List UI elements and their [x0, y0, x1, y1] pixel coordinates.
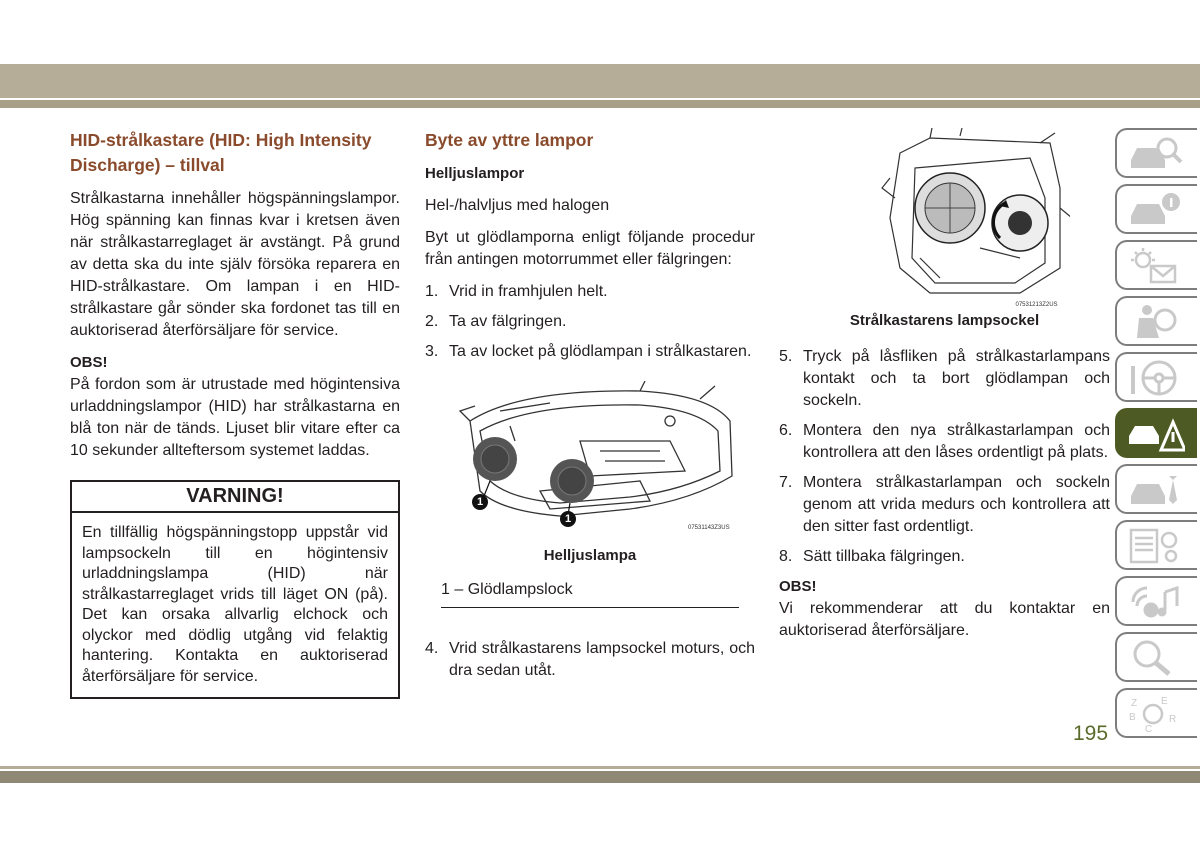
search-index-icon	[1125, 638, 1185, 678]
step-text: Ta av fälgringen.	[449, 313, 567, 330]
specs-gears-icon	[1125, 526, 1185, 566]
obs-label: OBS!	[779, 578, 817, 595]
car-service-tools-icon	[1125, 470, 1185, 510]
column-hid-headlamps	[70, 128, 400, 699]
obs-text: Vi rekommenderar att du kontaktar en auktoriserad återförsäljare.	[779, 600, 1110, 639]
tab-service[interactable]	[1115, 464, 1197, 514]
tab-warning-lights[interactable]	[1115, 240, 1197, 290]
step-number: 8.	[779, 548, 793, 565]
tab-index[interactable]	[1115, 688, 1197, 738]
step-item	[779, 420, 1110, 464]
airbag-person-icon	[1125, 302, 1185, 342]
warning-lights-message-icon	[1125, 246, 1185, 286]
step-number: 6.	[779, 422, 793, 439]
steps-list-2	[425, 638, 755, 682]
step-number: 3.	[425, 343, 439, 360]
figure-code: 07531143Z3US	[688, 525, 730, 531]
tab-search[interactable]	[1115, 632, 1197, 682]
step-text: Tryck på låsfliken på strålkastarlampans kontakt och ta bort glödlampan och sockeln.	[803, 348, 1110, 409]
svg-text:B: B	[1129, 712, 1136, 723]
warning-text: En tillfällig högspänningstopp uppstår vid lampsockeln till en högintensiv urladdningslampa (HID) när strålkastarreglaget vrids till läget ON (på). Det kan orsaka allvarlig elchock och olyckor med dödlig utgång vid felaktig hantering. Kontakta en auktoriserad återförsäljare för service.	[82, 524, 388, 685]
halogen-line: Hel-/halvljus med halogen	[425, 197, 610, 214]
step-item	[425, 281, 755, 303]
page-number: 195	[1073, 722, 1109, 745]
step-item	[425, 638, 755, 682]
tab-breakdown-active[interactable]	[1115, 408, 1197, 458]
step-text: Sätt tillbaka fälgringen.	[803, 548, 965, 565]
step-number: 1.	[425, 283, 439, 300]
car-breakdown-warning-icon	[1125, 414, 1185, 454]
callout-marker: 1	[560, 511, 576, 527]
section-title-exterior-bulbs: Byte av yttre lampor	[425, 130, 594, 150]
section-title-hid: HID-strålkastare (HID: High Intensity Discharge) – tillval	[70, 130, 372, 175]
step-text: Vrid strålkastarens lampsockel moturs, och dra sedan utåt.	[449, 640, 755, 679]
column-lamp-socket	[779, 128, 1110, 652]
steering-wheel-icon	[1125, 358, 1185, 398]
tab-specs[interactable]	[1115, 520, 1197, 570]
svg-text:C: C	[1145, 724, 1153, 734]
lamp-socket-illustration	[820, 128, 1070, 308]
step-item	[779, 546, 1110, 568]
figure-caption: Strålkastarens lampsockel	[849, 312, 1040, 329]
svg-text:R: R	[1169, 714, 1177, 725]
alphabetical-index-icon	[1125, 694, 1185, 734]
tab-car-info[interactable]	[1115, 184, 1197, 234]
callout-marker: 1	[472, 494, 488, 510]
steps-list-3	[779, 346, 1110, 568]
step-number: 4.	[425, 640, 439, 657]
multimedia-music-icon	[1125, 582, 1185, 622]
tab-car-magnifier[interactable]	[1115, 128, 1197, 178]
car-magnifier-icon	[1125, 134, 1185, 174]
tab-airbag[interactable]	[1115, 296, 1197, 346]
obs-text: På fordon som är utrustade med högintensiva urladdningslampor (HID) har strålkastarna en blå ton när de tänds. Ljuset blir vitare efter ca 10 sekunder allteftersom systemet laddas.	[70, 376, 400, 459]
step-item	[425, 311, 755, 333]
warning-box	[70, 480, 400, 699]
header-band	[0, 64, 1200, 98]
svg-text:Z: Z	[1131, 698, 1138, 709]
obs-label: OBS!	[70, 354, 108, 371]
steps-list-1	[425, 281, 755, 363]
subtitle-high-beam: Helljuslampor	[425, 165, 525, 182]
step-item	[779, 346, 1110, 412]
step-number: 7.	[779, 474, 793, 491]
warning-title: VARNING!	[72, 482, 398, 513]
figure-code: 07531213Z2US	[1015, 302, 1058, 308]
figure-lamp-socket	[820, 128, 1070, 308]
header-band-line	[0, 100, 1200, 108]
step-text: Vrid in framhjulen helt.	[449, 283, 608, 300]
tab-steering[interactable]	[1115, 352, 1197, 402]
figure-caption: Helljuslampa	[543, 547, 637, 564]
figure-high-beam-lamp	[440, 381, 740, 541]
figure-legend: 1 – Glödlampslock	[441, 579, 739, 608]
hid-paragraph: Strålkastarna innehåller högspänningslampor. Hög spänning kan finnas kvar i kretsen även när strålkastarreglaget är avstängt. På grund av detta ska du inte själv försöka reparera en HID-strålkastare. Om lampan i en HID-strålkastare går sönder ska fordonet tas till en auktoriserad återförsäljare för service.	[70, 190, 400, 339]
step-text: Montera den nya strålkastarlampan och kontrollera att den låses ordentligt på plats.	[803, 422, 1110, 461]
car-info-icon	[1125, 190, 1185, 230]
step-number: 2.	[425, 313, 439, 330]
procedure-intro: Byt ut glödlamporna enligt följande procedur från antingen motorrummet eller fälgringen:	[425, 229, 755, 268]
tab-multimedia[interactable]	[1115, 576, 1197, 626]
footer-band	[0, 771, 1200, 783]
step-text: Ta av locket på glödlampan i strålkastaren.	[449, 343, 752, 360]
footer-band-line	[0, 766, 1200, 769]
step-text: Montera strålkastarlampan och sockeln genom att vrida medurs och kontrollera att den sitter fast ordentligt.	[803, 474, 1110, 535]
step-number: 5.	[779, 348, 793, 365]
step-item	[779, 472, 1110, 538]
step-item	[425, 341, 755, 363]
svg-text:E: E	[1161, 696, 1168, 707]
column-bulb-replacement	[425, 128, 755, 690]
